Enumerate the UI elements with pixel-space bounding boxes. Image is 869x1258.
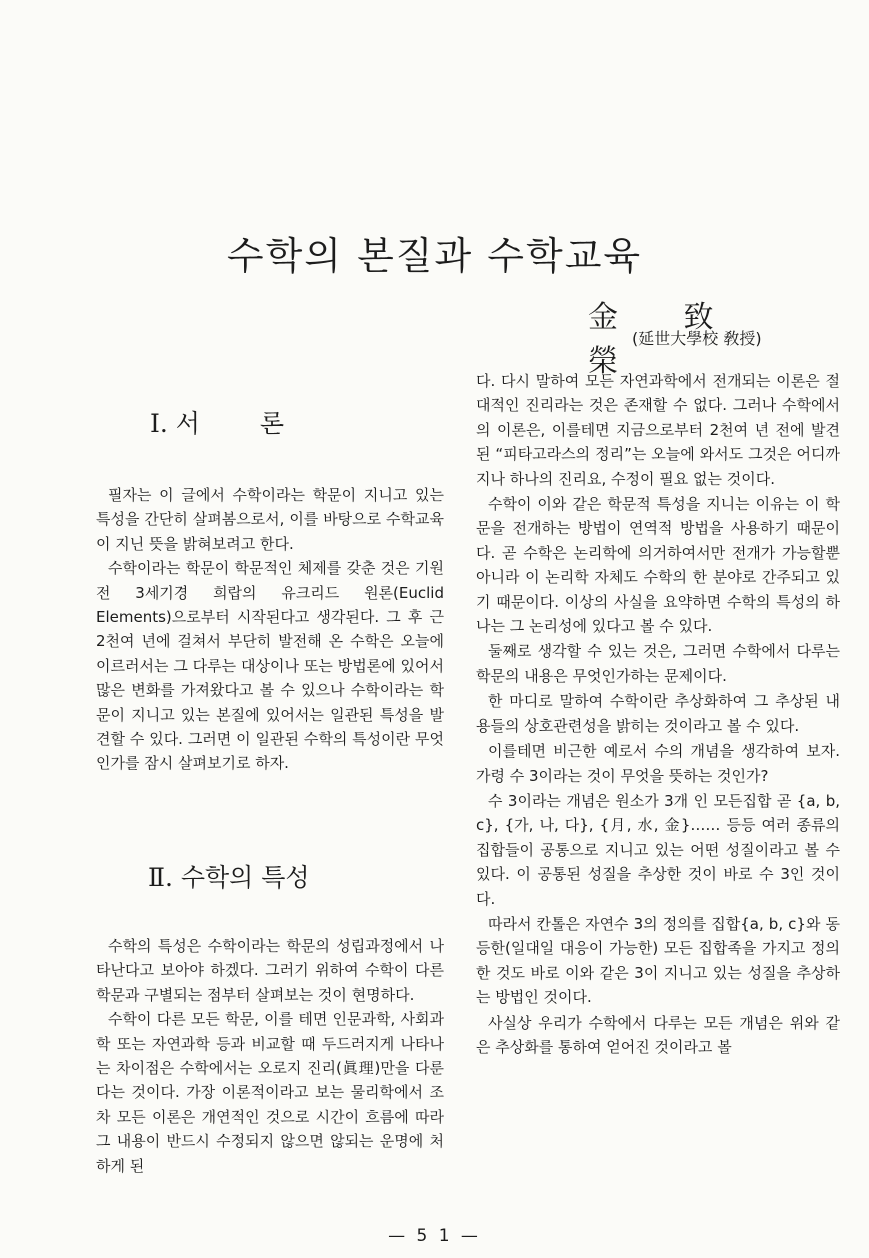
paragraph: 수학이 다른 모든 학문, 이를 테면 인문과학, 사회과학 또는 자연과학 등과 비교할 때 두드러지게 나타나는 차이점은 수학에서는 오로지 진리(眞理)만을 다룬다는 것이다. 가장 이론적이라고 보는 물리학에서 조차 모든 이론은 개연적인 것으로 시간이 흐름에 따라 그 내용이 반드시 수정되지 않으면 않되는 운명에 처하게 된 [96, 1010, 444, 1175]
paragraph: 이를테면 비근한 예로서 수의 개념을 생각하여 보자. 가령 수 3이라는 것이 무엇을 뜻하는 것인가? [476, 742, 840, 785]
author-affiliation: (延世大學校 敎授) [632, 329, 762, 348]
paragraph: 수학이 이와 같은 학문적 특성을 지니는 이유는 이 학문을 전개하는 방법이 연역적 방법을 사용하기 때문이다. 곧 수학은 논리학에 의거하여서만 전개가 가능할뿐 아니라 이 논리학 자체도 수학의 한 분야로 간주되고 있기 때문이다. 이상의 사실을 요약하면 수학의 특성의 하나는 그 논리성에 있다고 볼 수 있다. [476, 495, 840, 636]
section-1-heading [150, 404, 284, 440]
article-title: 수학의 본질과 수학교육 [226, 234, 643, 279]
paragraph: 다. 다시 말하여 모든 자연과학에서 전개되는 이론은 절대적인 진리라는 것은 존재할 수 없다. 그러나 수학에서의 이론은, 이를테면 지금으로부터 2천여 년 전에 발견된 “피타고라스의 정리”는 오늘에 와서도 그것은 어디까지나 하나의 진리요, 수정이 필요 없는 것이다. [476, 372, 840, 488]
author-name: 金 致 榮 [588, 300, 742, 379]
paragraph: 필자는 이 글에서 수학이라는 학문이 지니고 있는 특성을 간단히 살펴봄으로서, 이를 바탕으로 수학교육이 지닌 뜻을 밝혀보려고 한다. [96, 486, 444, 553]
paragraph: 사실상 우리가 수학에서 다루는 모든 개념은 위와 같은 추상화를 통하여 얻어진 것이라고 볼 [476, 1013, 840, 1056]
paragraph: 둘째로 생각할 수 있는 것은, 그러면 수학에서 다루는 학문의 내용은 무엇인가하는 문제이다. [476, 642, 840, 685]
section-1-heading-number: Ⅰ. 서 [150, 409, 200, 438]
paragraph: 수학의 특성은 수학이라는 학문의 성립과정에서 나타난다고 보아야 하겠다. 그러기 위하여 수학이 다른 학문과 구별되는 점부터 살펴보는 것이 현명하다. [96, 937, 444, 1004]
section-2-heading: Ⅱ. 수학의 특성 [148, 863, 310, 892]
section-1-heading-word: 론 [259, 409, 285, 438]
section-2-body [96, 934, 444, 1178]
page-number: — 5 1 — [388, 1226, 481, 1246]
paragraph: 따라서 칸톨은 자연수 3의 정의를 집합{a, b, c}와 동등한(일대일 대응이 가능한) 모든 집합족을 가지고 정의한 것도 바로 이와 같은 3이 지니고 있는 성질을 추상하는 방법인 것이다. [476, 914, 840, 1007]
paragraph: 수 3이라는 개념은 원소가 3개 인 모든집합 곧 {a, b, c}, {가, 나, 다}, {月, 水, 金}…… 등등 여러 종류의 집합들이 공통으로 지니고 있는 어떤 성질이라고 볼 수 있다. 이 공통된 성질을 추상한 것이 바로 수 3인 것이다. [476, 791, 840, 908]
paragraph: 한 마디로 말하여 수학이란 추상화하여 그 추상된 내용들의 상호관련성을 밝히는 것이라고 볼 수 있다. [476, 692, 840, 735]
paragraph: 수학이라는 학문이 학문적인 체제를 갖춘 것은 기원전 3세기경 희랍의 유크리드 원론(Euclid Elements)으로부터 시작된다고 생각된다. 그 후 근 2천여 년에 걸쳐서 부단히 발전해 온 수학은 오늘에 이르러서는 그 다루는 대상이나 또는 방법론에 있어서 많은 변화를 가져왔다고 볼 수 있으나 수학이라는 학문이 지니고 있는 본질에 있어서는 일관된 특성을 발견할 수 있다. 그러면 이 일관된 수학의 특성이란 무엇인가를 잠시 살펴보기로 하자. [96, 559, 444, 773]
right-column-body [476, 369, 840, 1060]
section-1-body [96, 483, 444, 776]
